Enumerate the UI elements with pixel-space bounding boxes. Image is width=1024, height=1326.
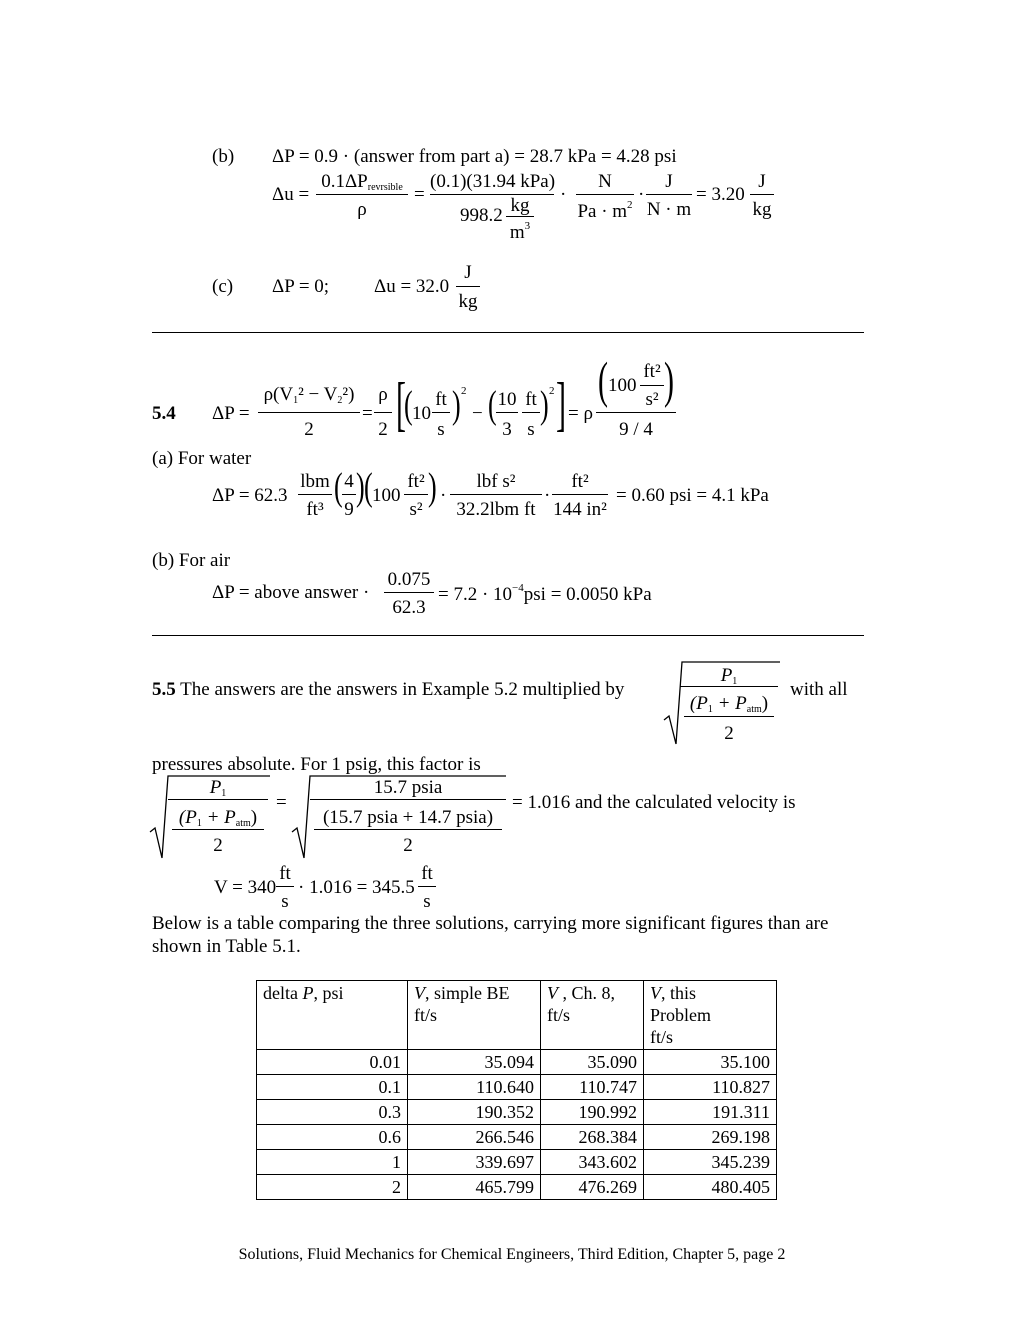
fraction-bar [258, 412, 360, 413]
left-paren: ( [364, 465, 373, 509]
fraction-bar [404, 494, 428, 495]
p55-s: s [281, 891, 289, 912]
p54b-num: 0.075 [387, 569, 431, 590]
fraction-bar [168, 799, 268, 800]
cell: 35.094 [408, 1050, 541, 1075]
fraction-bar [680, 686, 778, 687]
fraction-bar [384, 592, 434, 593]
equals-sign: = [414, 184, 425, 205]
fraction-bar [374, 412, 392, 413]
cell: 110.827 [644, 1075, 777, 1100]
fraction-bar [506, 216, 534, 217]
p55-with-all: with all [790, 679, 848, 700]
table-row [257, 1125, 777, 1150]
fraction-bar [450, 494, 542, 495]
p54b-dp: ΔP = above answer · [212, 582, 370, 603]
p55-two-2: 2 [213, 835, 223, 856]
right-paren: ) [664, 352, 674, 409]
left-paren: ( [598, 352, 608, 409]
p54a-result: = 0.60 psi = 4.1 kPa [616, 485, 769, 506]
p54-hundred: 100 [608, 375, 637, 396]
p54a-ft2b: ft² [571, 471, 589, 492]
p54-dp: ΔP = [212, 403, 250, 424]
p55-s-b: s [423, 891, 431, 912]
p54-den1: 2 [304, 419, 314, 440]
fraction-bar [596, 412, 676, 413]
p55-sum-2: $(P_1 + P_{atm})$ [178, 807, 258, 829]
cell: 35.100 [644, 1050, 777, 1075]
dot: · [638, 184, 645, 205]
p55-sum: $(P_1 + P_{atm})$ [689, 693, 769, 715]
right-bracket: ] [556, 372, 566, 438]
fraction-bar [342, 494, 356, 495]
fraction-bar [640, 385, 664, 386]
table-row [257, 1150, 777, 1175]
cell: 110.640 [408, 1075, 541, 1100]
p55-intro: 5.5 The answers are the answers in Example 5.2 multiplied by [152, 679, 625, 700]
p54-sq2: 2 [549, 385, 555, 397]
table-header-row [257, 981, 777, 1050]
right-paren: ) [356, 465, 365, 509]
result-kg: kg [752, 199, 772, 220]
part-b-label: (b) [212, 146, 235, 167]
fraction-bar [646, 194, 692, 195]
p54a-in2: 144 in² [553, 499, 607, 520]
cell: 190.992 [541, 1100, 644, 1125]
p54a-ft3: ft³ [306, 499, 324, 520]
fraction-bar [496, 412, 518, 413]
cell: 191.311 [644, 1100, 777, 1125]
fraction-bar [576, 194, 634, 195]
fraction-bar [522, 412, 540, 413]
fraction-bar [276, 886, 294, 887]
cell: 476.269 [541, 1175, 644, 1200]
p55-v-mid: · 1.016 = 345.5 [298, 877, 415, 898]
p54a-nine: 9 [344, 499, 354, 520]
p54-num1: $\rho(V_1^2 - V_2^2)$ [263, 384, 355, 406]
part-c-dp: ΔP = 0; [272, 276, 330, 297]
part-b-dp-line: ΔP = 0.9 · (answer from part a) = 28.7 kPa = 4.28 psi [272, 146, 677, 167]
du-numerator: $0.1\Delta P_{revrsible}$ [321, 171, 403, 193]
p54a-four: 4 [344, 471, 354, 492]
cell: 465.799 [408, 1175, 541, 1200]
cell: 0.01 [257, 1050, 408, 1075]
p55-ft: ft [279, 863, 291, 884]
cell: 2 [257, 1175, 408, 1200]
fraction-bar [684, 716, 774, 717]
p55-numerator-2: $P_1$ [209, 777, 227, 799]
den2-m: $m^3$ [509, 220, 531, 243]
fraction-bar [316, 194, 408, 195]
fraction-bar [418, 886, 436, 887]
p54-minus: − [472, 403, 483, 424]
right-paren: ) [540, 383, 549, 427]
right-paren: ) [428, 465, 437, 509]
p54-s2: s² [645, 389, 659, 410]
dot: · [560, 184, 567, 205]
p54a-s2: s² [409, 499, 423, 520]
p54-sq1: 2 [461, 385, 467, 397]
p54-ten: 10 [412, 403, 431, 424]
p55-ft-b: ft [421, 863, 433, 884]
p54-ft2: ft² [643, 361, 661, 382]
p54a-hundred: 100 [372, 485, 401, 506]
p54a-label: (a) For water [152, 448, 252, 469]
p54b-den: 62.3 [392, 597, 426, 618]
p55-below-1: Below is a table comparing the three solutions, carrying more significant figures than are [152, 913, 829, 934]
cell: 480.405 [644, 1175, 777, 1200]
p54-s-b: s [527, 419, 535, 440]
cell: 269.198 [644, 1125, 777, 1150]
table-row [257, 1050, 777, 1075]
cell: 343.602 [541, 1150, 644, 1175]
left-paren: ( [404, 383, 413, 427]
cell: 35.090 [541, 1050, 644, 1075]
cell: 266.546 [408, 1125, 541, 1150]
du-denominator: ρ [357, 199, 367, 220]
cell: 0.3 [257, 1100, 408, 1125]
left-bracket: [ [396, 372, 406, 438]
p55-v-pre: V = 340 [214, 877, 277, 898]
p54-three: 3 [502, 419, 512, 440]
p54-ten2: 10 [497, 389, 517, 410]
p55-line2: pressures absolute. For 1 psig, this factor is [152, 754, 481, 775]
part-c-label: (c) [212, 276, 234, 297]
cell: 339.697 [408, 1150, 541, 1175]
unit-Nm: N · m [646, 199, 692, 220]
fraction-bar [430, 194, 554, 195]
table-row [257, 1075, 777, 1100]
p55-below-2: shown in Table 5.1. [152, 936, 301, 957]
p54b-result: = $7.2 \cdot 10^{-4}psi = 0.0050$ kPa [438, 582, 652, 605]
fraction-bar [172, 829, 264, 830]
section-divider [152, 635, 864, 636]
p54a-ft2: ft² [407, 471, 425, 492]
p54a-conv-den: 32.2lbm ft [456, 499, 536, 520]
result-J: J [758, 171, 766, 192]
part-b-result: = 3.20 [696, 184, 745, 205]
p54-den2: 2 [378, 419, 388, 440]
unit-J: J [665, 171, 673, 192]
dot: · [440, 485, 447, 506]
header-v-this-problem: V, this Problem ft/s [644, 981, 777, 1050]
header-v-ch8: V , Ch. 8, ft/s [541, 981, 644, 1050]
comparison-table [256, 980, 777, 1200]
equals-sign: = [276, 792, 287, 813]
part-c-J: J [464, 262, 472, 283]
p54-ft-b: ft [525, 389, 537, 410]
left-paren: ( [334, 465, 343, 509]
header-v-simple-be: V, simple BE ft/s [408, 981, 541, 1050]
p54a-dp: ΔP = 62.3 [212, 485, 288, 506]
cell: 0.6 [257, 1125, 408, 1150]
p54a-lbf: lbf s² [476, 471, 516, 492]
p55-two: 2 [724, 723, 734, 744]
p55-numerator: $P_1$ [720, 665, 738, 687]
part-c-kg: kg [458, 291, 478, 312]
unit-Pa: $Pa \cdot m^2$ [577, 199, 633, 222]
p54a-lbm: lbm [300, 471, 330, 492]
problem-number-5-4: 5.4 [152, 403, 176, 424]
cell: 0.1 [257, 1075, 408, 1100]
table-row [257, 1100, 777, 1125]
fraction-bar [432, 412, 450, 413]
den2-value: 998.2 [460, 205, 503, 226]
p54-ft: ft [435, 389, 447, 410]
p54-eq-rho: = ρ [568, 403, 593, 424]
fraction-bar [456, 286, 480, 287]
p55-two-3: 2 [403, 835, 413, 856]
fraction-bar [310, 799, 506, 800]
p55-result: = 1.016 and the calculated velocity is [512, 792, 796, 813]
header-delta-p: delta P, psi [257, 981, 408, 1050]
p54-rho: ρ [378, 384, 388, 405]
section-divider [152, 332, 864, 333]
right-paren: ) [452, 383, 461, 427]
page-footer: Solutions, Fluid Mechanics for Chemical Engineers, Third Edition, Chapter 5, page 2 [238, 1246, 786, 1263]
fraction-bar [314, 829, 502, 830]
dot: · [544, 485, 551, 506]
unit-N: N [598, 171, 612, 192]
cell: 1 [257, 1150, 408, 1175]
fraction-bar [298, 494, 332, 495]
fraction-bar [750, 194, 774, 195]
p54-den-last: 9 / 4 [619, 419, 653, 440]
cell: 268.384 [541, 1125, 644, 1150]
fraction-bar [552, 494, 608, 495]
p54-s: s [437, 419, 445, 440]
part-c-du: Δu = 32.0 [374, 276, 450, 297]
p55-num-val: 15.7 psia [373, 777, 443, 798]
equals-sign: = [362, 403, 373, 424]
cell: 110.747 [541, 1075, 644, 1100]
p54b-label: (b) For air [152, 550, 231, 571]
num2: (0.1)(31.94 kPa) [430, 171, 556, 192]
p55-den-val: (15.7 psia + 14.7 psia) [322, 807, 494, 828]
table-row [257, 1175, 777, 1200]
left-paren: ( [488, 383, 497, 427]
cell: 345.239 [644, 1150, 777, 1175]
den2-kg: kg [510, 195, 530, 216]
cell: 190.352 [408, 1100, 541, 1125]
du-lhs: Δu = [272, 184, 310, 205]
